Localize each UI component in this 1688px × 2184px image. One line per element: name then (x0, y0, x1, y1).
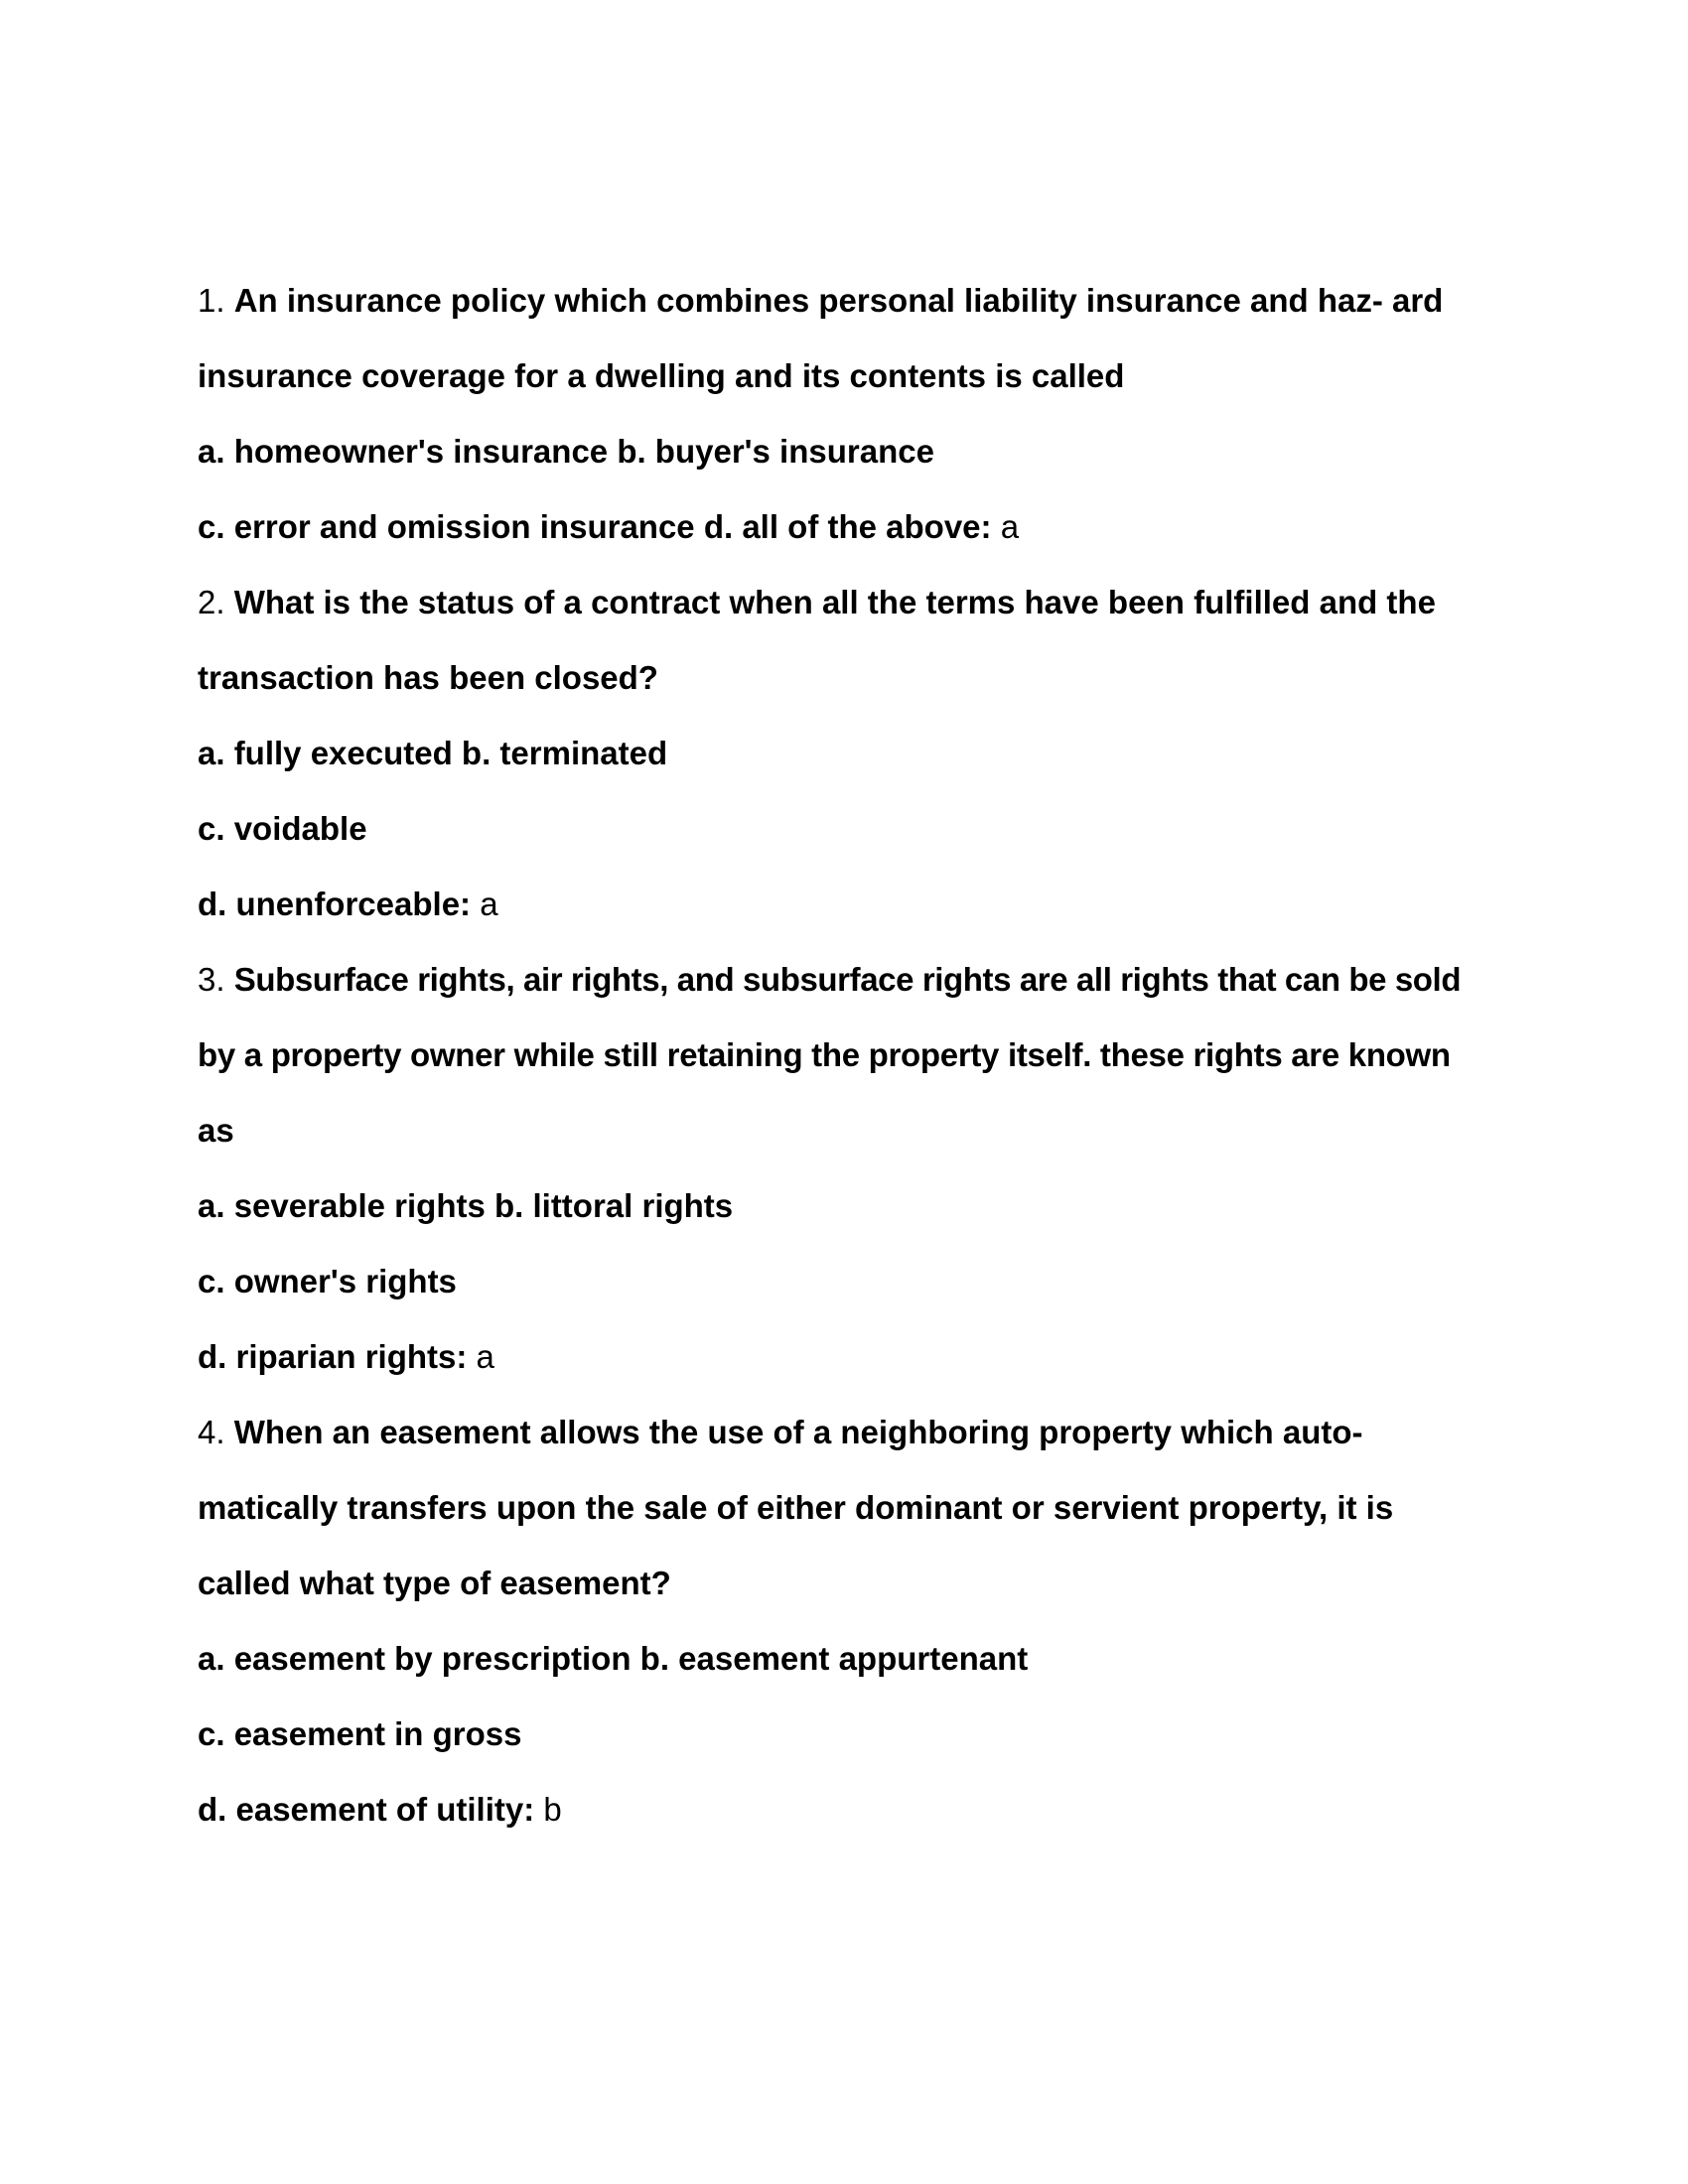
question-stem-text: An insurance policy which combines personal liability insurance and haz- ard (233, 282, 1444, 319)
question-4-option-line-3 (198, 1772, 1508, 1847)
option-text: d. easement of utility: (198, 1791, 535, 1828)
option-text: c. error and omission insurance d. all of the above: (198, 508, 992, 545)
question-3-stem-line-2 (198, 1018, 1508, 1093)
question-number: 1. (198, 282, 225, 319)
option-text: d. unenforceable: (198, 886, 472, 922)
question-4 (198, 1395, 1508, 1847)
question-3-option-line-2 (198, 1244, 1508, 1319)
question-3-stem-line-1 (198, 942, 1508, 1018)
question-4-stem-line-1 (198, 1395, 1508, 1470)
option-text: c. owner's rights (198, 1263, 457, 1299)
question-stem-text: Subsurface rights, air rights, and subsurface rights are all rights that can be sold (233, 961, 1462, 998)
option-text: a. severable rights b. littoral rights (198, 1187, 734, 1224)
question-stem-text: What is the status of a contract when all the terms have been fulfilled and the (233, 584, 1436, 620)
question-1-stem-line-1 (198, 263, 1508, 339)
question-2-option-line-1 (198, 716, 1508, 791)
question-stem-text: as (198, 1112, 234, 1149)
answer-text: a (1000, 508, 1020, 545)
question-2-stem-line-2 (198, 640, 1508, 716)
question-number: 3. (198, 961, 225, 998)
question-stem-text: called what type of easement? (198, 1565, 671, 1601)
option-text: c. easement in gross (198, 1715, 522, 1752)
question-2-stem-line-1 (198, 565, 1508, 640)
question-stem-text: by a property owner while still retaining the property itself. these rights are known (198, 1036, 1451, 1073)
question-3-stem-line-3 (198, 1093, 1508, 1168)
question-1-option-line-1 (198, 414, 1508, 489)
option-text: a. fully executed b. terminated (198, 735, 668, 771)
question-stem-text: insurance coverage for a dwelling and its contents is called (198, 357, 1125, 394)
question-4-stem-line-2 (198, 1470, 1508, 1546)
question-3-option-line-3 (198, 1319, 1508, 1395)
question-stem-text: matically transfers upon the sale of either dominant or servient property, it is (198, 1489, 1394, 1526)
question-3-option-line-1 (198, 1168, 1508, 1244)
question-4-stem-line-3 (198, 1546, 1508, 1621)
question-4-option-line-2 (198, 1697, 1508, 1772)
answer-text: a (476, 1338, 494, 1375)
question-2-option-line-2 (198, 791, 1508, 867)
option-text: a. homeowner's insurance b. buyer's insurance (198, 433, 934, 470)
question-1-option-line-2 (198, 489, 1508, 565)
question-4-option-line-1 (198, 1621, 1508, 1697)
question-3 (198, 942, 1508, 1395)
question-stem-text: When an easement allows the use of a neighboring property which auto- (233, 1414, 1363, 1450)
question-stem-text: transaction has been closed? (198, 659, 658, 696)
option-text: a. easement by prescription b. easement appurtenant (198, 1640, 1029, 1677)
option-text: c. voidable (198, 810, 367, 847)
option-text: d. riparian rights: (198, 1338, 468, 1375)
question-1 (198, 263, 1508, 565)
answer-text: b (543, 1791, 562, 1828)
answer-text: a (480, 886, 498, 922)
question-number: 4. (198, 1414, 225, 1450)
question-2 (198, 565, 1508, 942)
question-2-option-line-3 (198, 867, 1508, 942)
question-1-stem-line-2 (198, 339, 1508, 414)
quiz-content (198, 263, 1508, 1847)
question-number: 2. (198, 584, 225, 620)
